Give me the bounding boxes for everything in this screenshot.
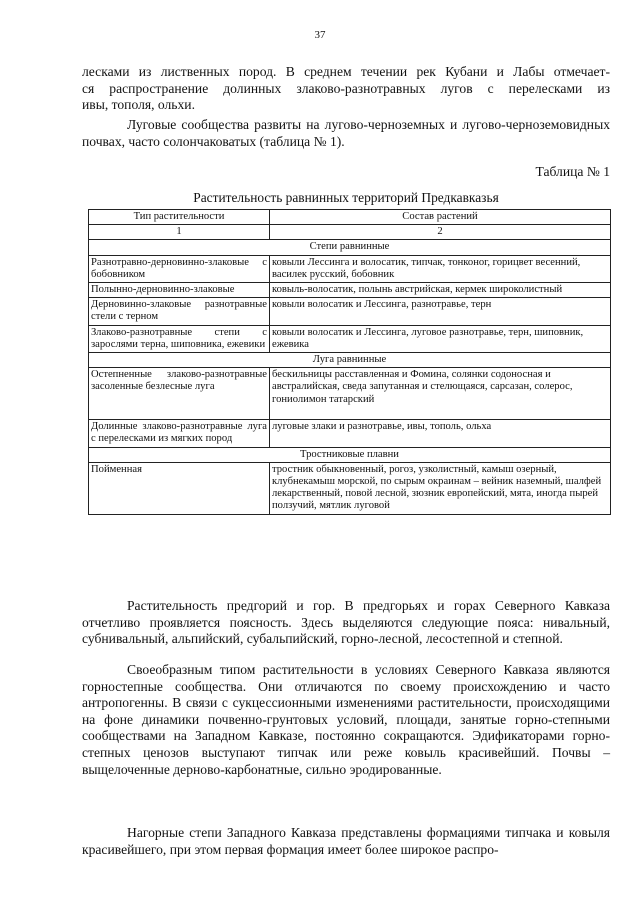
intro-paragraph <box>82 64 610 114</box>
plant-composition-cell: бескильницы расставленная и Фомина, солянки содоносная и австралийская, сведа запутанная и стелющаяся, сарсазан, солерос, гониолимон татарский <box>270 368 611 420</box>
plant-composition-cell: ковыли волосатик и Лессинга, луговое разнотравье, терн, шиповник, ежевика <box>270 325 611 352</box>
table-section-row <box>89 447 611 462</box>
table-caption: Растительность равнинных территорий Предкавказья <box>193 190 499 205</box>
table-label: Таблица № 1 <box>535 164 610 179</box>
intro-line: ся распространение долинных злаково-разнотравных лугов с перелесками из <box>82 80 610 96</box>
vegetation-table <box>88 209 611 515</box>
vegetation-type-cell: Злаково-разнотравные степи с зарослями терна, шиповника, ежевики <box>89 325 270 352</box>
mountain-steppe-paragraph: Своеобразным типом растительности в условиях Северного Кавказа являются горностепные сообщества. Они отличаются по своему происхождению и часто антропогенны. В связи с сукцессионными изменениями растительности, происходящими на фоне динамики почвенно-грунтовых условий, площади, занятые горно-степными сообществами на Западном Кавказе, постоянно сокращаются. Эдификаторами горно-степных ценозов выступают типчак или реже ковыль красивейший. Почвы – выщелоченные дерново-карбонатные, сильно эродированные. <box>82 662 610 777</box>
plant-composition-cell: луговые злаки и разнотравье, ивы, тополь, ольха <box>270 420 611 447</box>
table-number-cell: 2 <box>270 225 611 240</box>
table-row <box>89 420 611 447</box>
page-number: 37 <box>314 29 326 41</box>
intro-line: ивы, тополя, ольхи. <box>82 97 195 113</box>
table-number-row <box>89 225 611 240</box>
table-section-title: Луга равнинные <box>89 353 611 368</box>
upland-steppe-paragraph: Нагорные степи Западного Кавказа представлены формациями типчака и ковыля красивейшего, при этом первая формация имеет более широкое распро- <box>82 825 610 857</box>
table-section-row <box>89 240 611 255</box>
plant-composition-cell: ковыли волосатик и Лессинга, разнотравье, терн <box>270 298 611 325</box>
table-row <box>89 298 611 325</box>
vegetation-type-cell: Остепненные злаково-разнотравные засоленные безлесные луга <box>89 368 270 420</box>
table-section-row <box>89 353 611 368</box>
plant-composition-cell: ковыли Лессинга и волосатик, типчак, тонконог, горицвет весенний, василек русский, бобовник <box>270 255 611 282</box>
table-header-cell: Состав растений <box>270 210 611 225</box>
table-row <box>89 255 611 282</box>
vegetation-type-cell: Долинные злаково-разнотравные луга с перелесками из мягких пород <box>89 420 270 447</box>
table-header-row <box>89 210 611 225</box>
vegetation-type-cell: Разнотравно-дерновинно-злаковые с бобовником <box>89 255 270 282</box>
table-row <box>89 325 611 352</box>
intro-line: лесками из лиственных пород. В среднем течении рек Кубани и Лабы отмечает- <box>82 64 610 79</box>
table-header-cell: Тип растительности <box>89 210 270 225</box>
table-number-cell: 1 <box>89 225 270 240</box>
foothills-paragraph: Растительность предгорий и гор. В предгорьях и горах Северного Кавказа отчетливо проявляется поясность. Здесь выделяются следующие пояса: нивальный, субнивальный, альпийский, субальпийский, горно-лесной, лесостепной и степной. <box>82 598 610 647</box>
table-row <box>89 283 611 298</box>
table-row <box>89 368 611 420</box>
plant-composition-cell: тростник обыкновенный, рогоз, узколистный, камыш озерный, клубнекамыш морской, по сырым окраинам – вейник наземный, шалфей лекарственный, повой лесной, зюзник европейский, мята, иногда пырей ползучий, мятлик луговой <box>270 462 611 514</box>
vegetation-type-cell: Полынно-дерновинно-злаковые <box>89 283 270 298</box>
plant-composition-cell: ковыль-волосатик, полынь австрийская, кермек широколистный <box>270 283 611 298</box>
vegetation-type-cell: Дерновинно-злаковые разнотравные стели с терном <box>89 298 270 325</box>
table-section-title: Степи равнинные <box>89 240 611 255</box>
vegetation-type-cell: Пойменная <box>89 462 270 514</box>
table-section-title: Тростниковые плавни <box>89 447 611 462</box>
meadows-paragraph: Луговые сообщества развиты на лугово-черноземных и лугово-черноземовидных почвах, часто солончаковатых (таблица № 1). <box>82 117 610 149</box>
table-row <box>89 462 611 514</box>
